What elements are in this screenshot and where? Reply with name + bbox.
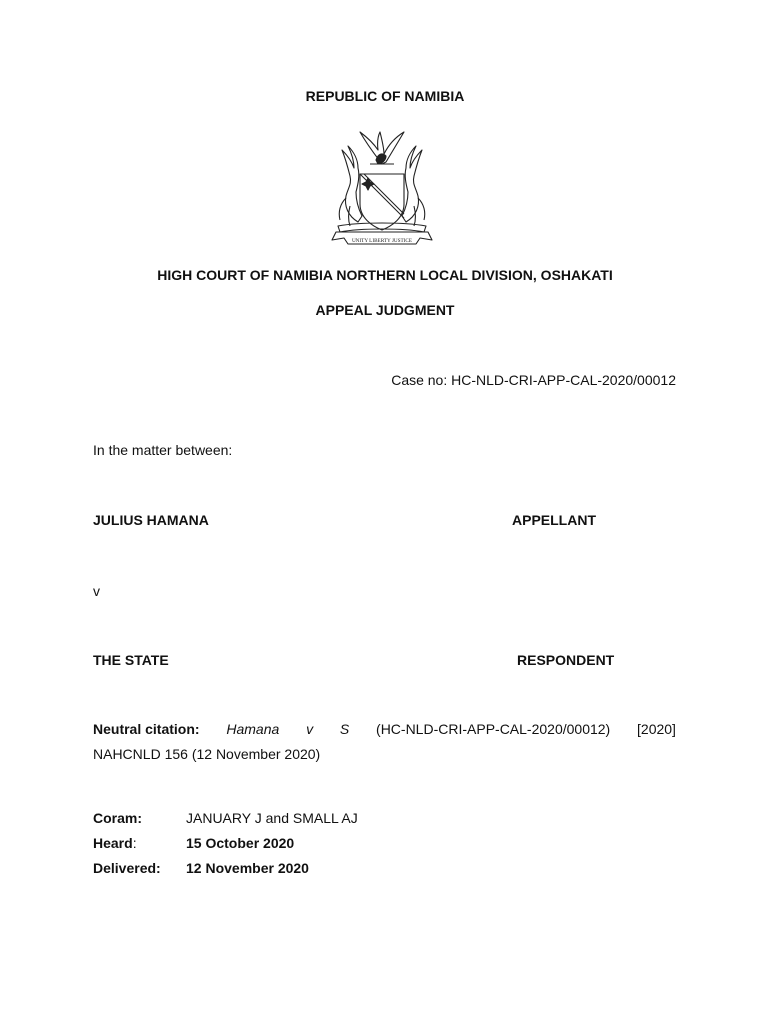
case-number: Case no: HC-NLD-CRI-APP-CAL-2020/00012 bbox=[391, 372, 676, 388]
neutral-citation-line-2: NAHCNLD 156 (12 November 2020) bbox=[93, 746, 321, 762]
respondent-name: THE STATE bbox=[93, 652, 169, 668]
heard-value: 15 October 2020 bbox=[186, 835, 295, 851]
versus-label: v bbox=[93, 583, 100, 599]
citation-year: [2020] bbox=[637, 721, 676, 737]
coat-of-arms-icon bbox=[320, 126, 444, 248]
heard-label: Heard bbox=[93, 835, 133, 851]
court-heading: HIGH COURT OF NAMIBIA NORTHERN LOCAL DIVISION, OSHAKATI bbox=[157, 267, 613, 283]
heard-colon: : bbox=[132, 835, 137, 851]
republic-heading: REPUBLIC OF NAMIBIA bbox=[305, 88, 465, 104]
crest-motto: UNITY LIBERTY JUSTICE bbox=[351, 238, 413, 244]
appellant-name: JULIUS HAMANA bbox=[93, 512, 209, 528]
respondent-role: RESPONDENT bbox=[517, 652, 615, 668]
neutral-citation-label: Neutral citation: bbox=[93, 721, 200, 737]
delivered-label: Delivered: bbox=[93, 860, 161, 876]
appellant-role: APPELLANT bbox=[512, 512, 596, 528]
citation-case-ref: (HC-NLD-CRI-APP-CAL-2020/00012) bbox=[376, 721, 611, 737]
coram-label: Coram: bbox=[93, 810, 143, 826]
citation-party-1: Hamana bbox=[226, 721, 280, 737]
citation-versus: v bbox=[306, 721, 314, 737]
delivered-value: 12 November 2020 bbox=[186, 860, 309, 876]
judgment-type-heading: APPEAL JUDGMENT bbox=[315, 302, 455, 318]
citation-party-2: S bbox=[339, 721, 350, 737]
coram-value: JANUARY J and SMALL AJ bbox=[186, 810, 358, 826]
heard-label-wrap bbox=[93, 835, 137, 851]
parties-intro: In the matter between: bbox=[93, 442, 233, 458]
neutral-citation-line bbox=[93, 721, 676, 737]
